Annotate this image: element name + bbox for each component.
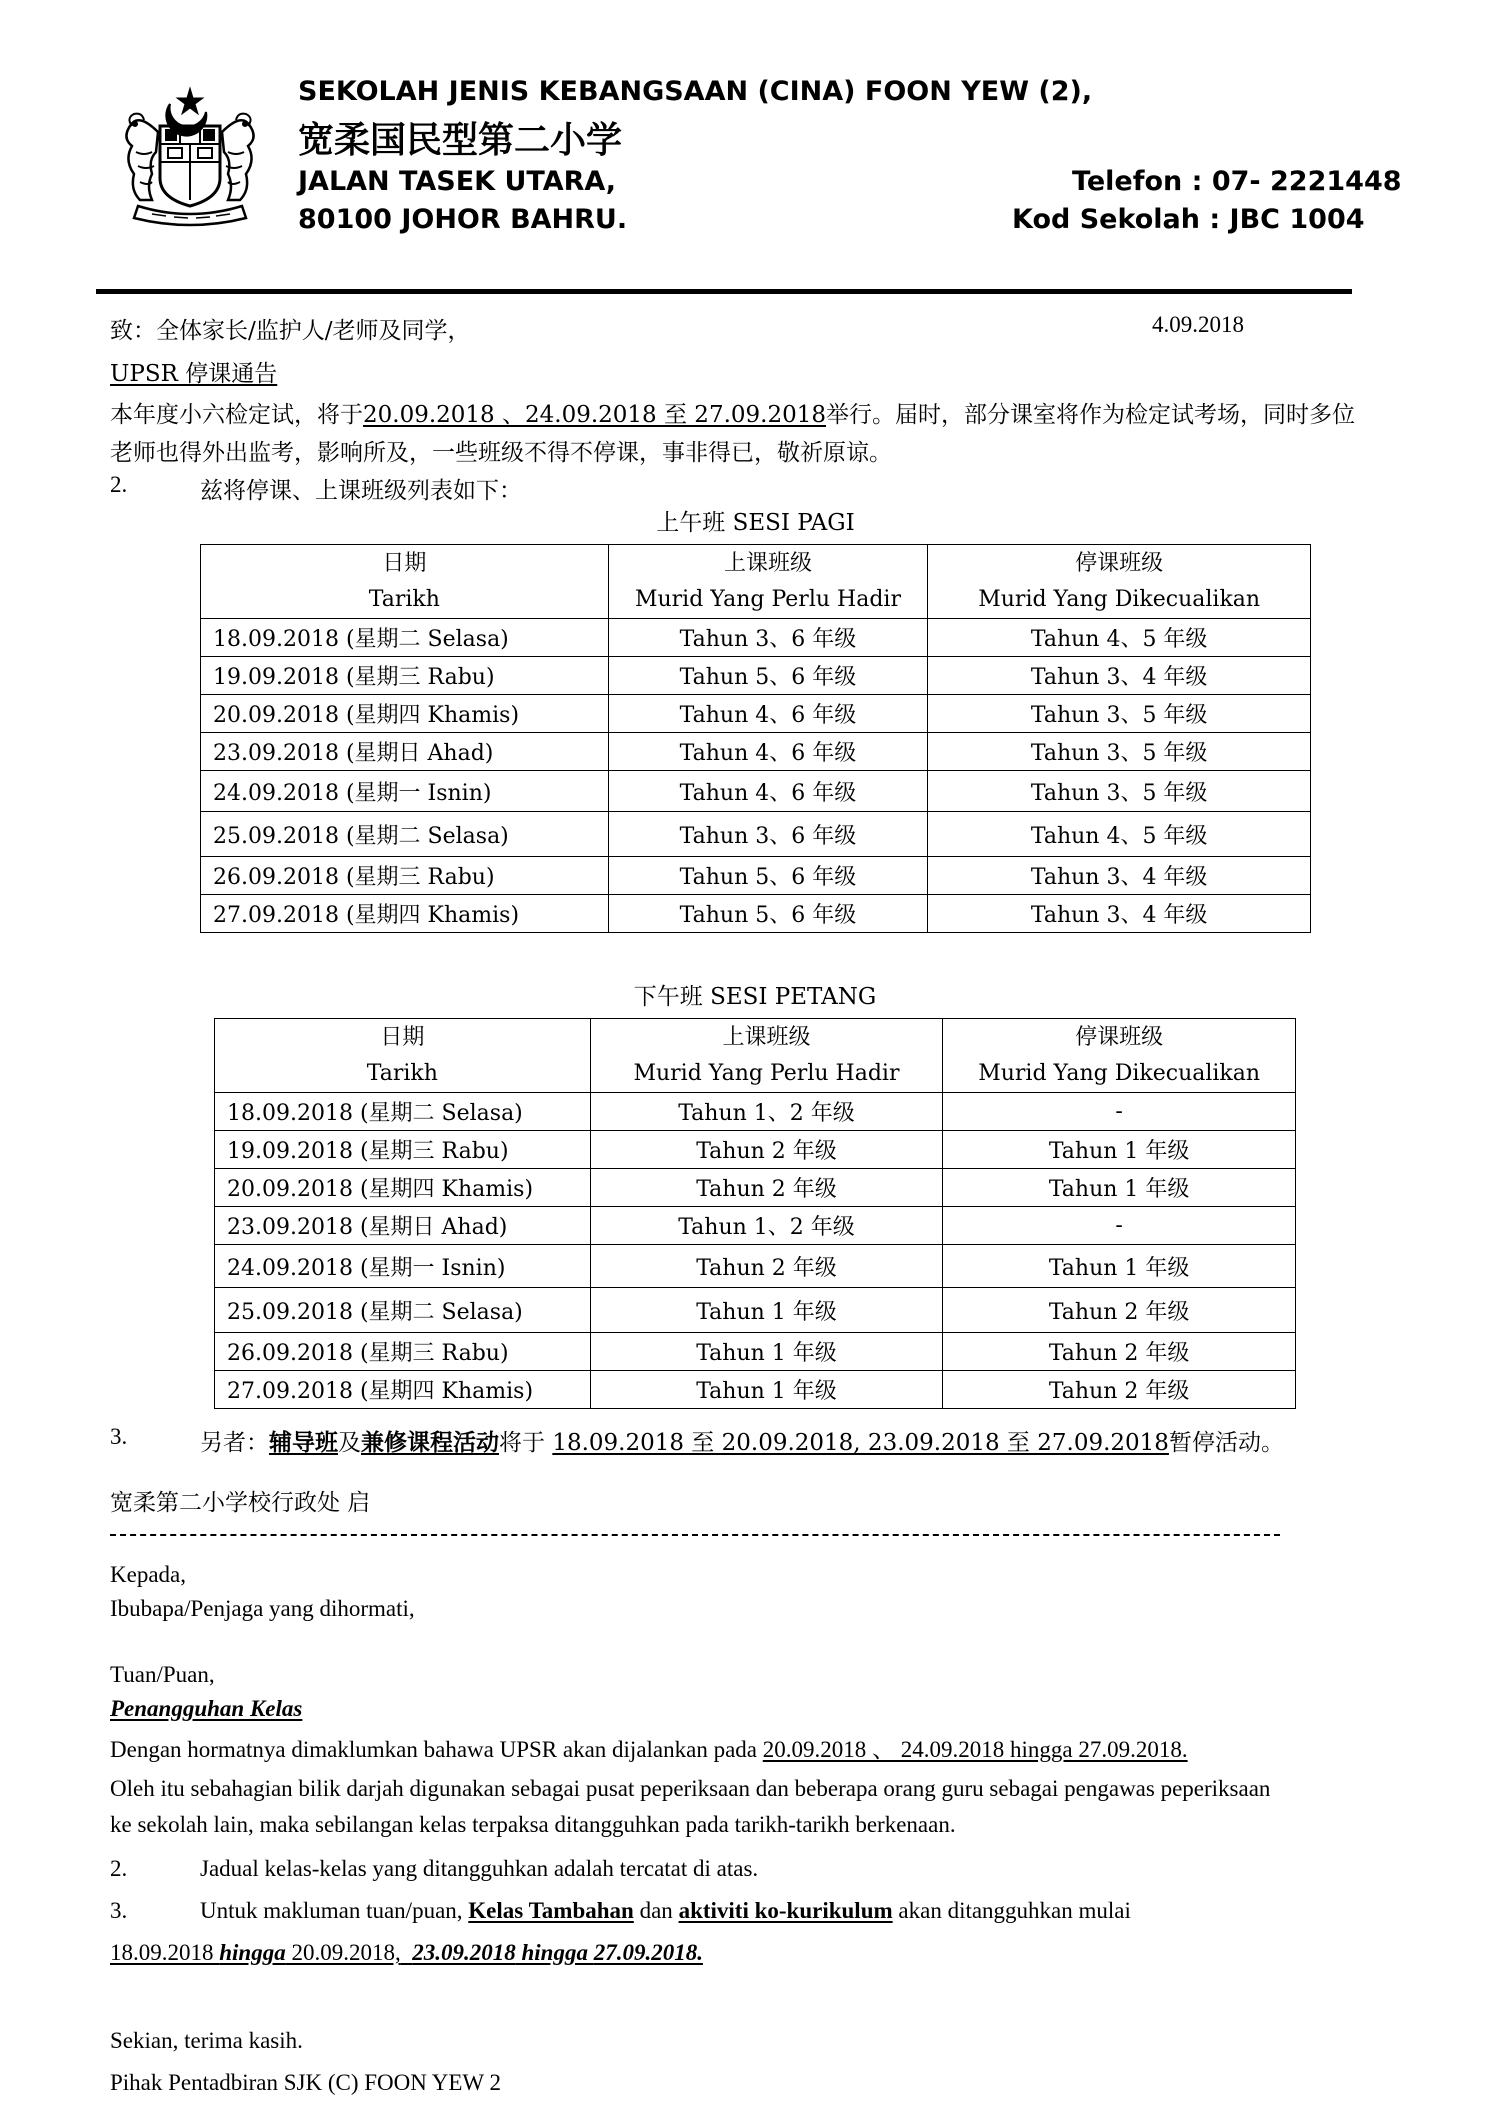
date-cell: 25.09.2018 (星期二 Selasa) [201, 812, 609, 857]
header-cn: 上课班级 [722, 1024, 811, 1050]
cn-p2-text: 兹将停课、上课班级列表如下： [200, 478, 522, 504]
bm-subject-text: Penangguhan Kelas [110, 1696, 303, 1721]
bm-p2-number: 2. [110, 1856, 128, 1881]
cn-p3-tuition: 辅导班 [269, 1429, 338, 1456]
cn-paragraph-1 [110, 396, 1355, 429]
bm-p3-date-4: 27.09.2018. [593, 1940, 703, 1965]
bm-signature: Pihak Pentadbiran SJK (C) FOON YEW 2 [110, 2070, 501, 2095]
bm-line-2: Oleh itu sebahagian bilik darjah digunakan sebagai pusat peperiksaan dan beberapa orang guru sebagai pengawas peperiksaan [110, 1776, 1271, 1801]
table-caption-pagi: 上午班 SESI PAGI [656, 510, 855, 536]
table-row [201, 695, 1311, 733]
table-row [201, 857, 1311, 895]
table-row [215, 1093, 1296, 1131]
excused-cell: Tahun 3、5 年级 [928, 733, 1311, 771]
excused-cell: Tahun 2 年级 [943, 1333, 1296, 1371]
table-row [201, 895, 1311, 933]
attending-cell: Tahun 1 年级 [590, 1333, 943, 1371]
bm-p3-tail: akan ditangguhkan mulai [898, 1898, 1131, 1923]
cn-subject [110, 355, 277, 388]
cn-paragraph-3 [200, 1424, 1284, 1457]
bm-p3-until-2: hingga [521, 1940, 588, 1965]
table-row [201, 771, 1311, 812]
attending-cell: Tahun 3、6 年级 [608, 619, 928, 657]
tear-off-divider [110, 1534, 1280, 1536]
school-code: Kod Sekolah : JBC 1004 [1012, 204, 1365, 235]
excused-cell: Tahun 1 年级 [943, 1169, 1296, 1207]
bm-l1-lead: Dengan hormatnya dimaklumkan bahawa UPSR akan dijalankan pada [110, 1737, 758, 1762]
excused-cell: - [943, 1207, 1296, 1245]
bm-p3-date-3: 23.09.2018 [412, 1940, 516, 1965]
table-header-row [215, 1019, 1296, 1093]
header-cn: 日期 [382, 550, 427, 576]
excused-cell: Tahun 4、5 年级 [928, 812, 1311, 857]
cn-subject-text: UPSR 停课通告 [110, 361, 278, 387]
header-en: Murid Yang Perlu Hadir [633, 1060, 900, 1086]
attending-cell: Tahun 5、6 年级 [608, 857, 928, 895]
excused-cell: Tahun 3、5 年级 [928, 695, 1311, 733]
date-cell: 27.09.2018 (星期四 Khamis) [215, 1371, 591, 1409]
excused-cell: Tahun 2 年级 [943, 1288, 1296, 1333]
excused-cell: Tahun 3、4 年级 [928, 895, 1311, 933]
date-cell: 18.09.2018 (星期二 Selasa) [215, 1093, 591, 1131]
bm-p3-date-2: 20.09.2018, [291, 1940, 401, 1965]
cn-p3-and: 及 [338, 1430, 361, 1456]
cn-p3-will: 将于 [499, 1430, 545, 1456]
table-row [215, 1333, 1296, 1371]
excused-cell: Tahun 3、4 年级 [928, 857, 1311, 895]
header-en: Murid Yang Dikecualikan [978, 586, 1261, 612]
table-row [215, 1207, 1296, 1245]
column-header-attend [590, 1019, 943, 1093]
excused-cell: Tahun 3、4 年级 [928, 657, 1311, 695]
table-row [215, 1245, 1296, 1288]
table-row [201, 657, 1311, 695]
date-cell: 18.09.2018 (星期二 Selasa) [201, 619, 609, 657]
date-cell: 24.09.2018 (星期一 Isnin) [201, 771, 609, 812]
table-header-row [201, 545, 1311, 619]
malaysia-coat-of-arms-icon [108, 82, 272, 230]
table-row [215, 1371, 1296, 1409]
header-en: Murid Yang Perlu Hadir [634, 586, 901, 612]
excused-cell: Tahun 3、5 年级 [928, 771, 1311, 812]
date-cell: 23.09.2018 (星期日 Ahad) [201, 733, 609, 771]
table-row [215, 1131, 1296, 1169]
column-header-date [201, 545, 609, 619]
excused-cell: Tahun 1 年级 [943, 1245, 1296, 1288]
attending-cell: Tahun 1、2 年级 [590, 1207, 943, 1245]
attending-cell: Tahun 1 年级 [590, 1288, 943, 1333]
bm-to: Kepada, [110, 1562, 186, 1587]
cn-p3-number: 3. [110, 1424, 128, 1449]
cn-p2-number: 2. [110, 472, 128, 497]
bm-p2-text: Jadual kelas-kelas yang ditangguhkan adalah tercatat di atas. [200, 1856, 759, 1881]
school-name: SEKOLAH JENIS KEBANGSAAN (CINA) FOON YEW (2), [298, 76, 1093, 107]
date-cell: 20.09.2018 (星期四 Khamis) [215, 1169, 591, 1207]
header-cn: 上课班级 [723, 550, 812, 576]
cn-paragraph-1-line-2: 老师也得外出监考，影响所及，一些班级不得不停课，事非得已，敬祈原谅。 [110, 440, 892, 466]
cn-salutation: 致：全体家长/监护人/老师及同学， [110, 318, 471, 344]
schedule-table-petang [214, 1018, 1296, 1409]
attending-cell: Tahun 2 年级 [590, 1169, 943, 1207]
excused-cell: Tahun 4、5 年级 [928, 619, 1311, 657]
table-row [201, 733, 1311, 771]
header-divider [96, 289, 1352, 294]
excused-cell: Tahun 1 年级 [943, 1131, 1296, 1169]
table-row [201, 812, 1311, 857]
attending-cell: Tahun 5、6 年级 [608, 657, 928, 695]
table-caption-petang: 下午班 SESI PETANG [633, 984, 877, 1010]
bm-line-3: ke sekolah lain, maka sebilangan kelas terpaksa ditangguhkan pada tarikh-tarikh berkenaan. [110, 1812, 956, 1837]
attending-cell: Tahun 1 年级 [590, 1371, 943, 1409]
header-en: Tarikh [366, 1060, 438, 1086]
cn-p3-dates: 18.09.2018 至 20.09.2018, 23.09.2018 至 27.09.2018 [552, 1430, 1169, 1456]
header-en: Tarikh [368, 586, 440, 612]
bm-recipient: Ibubapa/Penjaga yang dihormati, [110, 1596, 415, 1621]
cn-p3-cocurricular: 兼修课程活动 [361, 1429, 499, 1456]
attending-cell: Tahun 2 年级 [590, 1131, 943, 1169]
date-cell: 19.09.2018 (星期三 Rabu) [215, 1131, 591, 1169]
header-en: Murid Yang Dikecualikan [978, 1060, 1261, 1086]
bm-p3-dates [110, 1940, 703, 1966]
bm-greeting: Tuan/Puan, [110, 1662, 215, 1687]
attending-cell: Tahun 3、6 年级 [608, 812, 928, 857]
school-name-chinese: 宽柔国民型第二小学 [298, 120, 623, 161]
bm-p3-lead: Untuk makluman tuan/puan, [200, 1898, 463, 1923]
cn-p3-end: 暂停活动。 [1168, 1430, 1284, 1456]
phone-number: Telefon : 07- 2221448 [1072, 166, 1402, 197]
cn-p3-lead: 另者： [200, 1430, 269, 1456]
header-cn: 停课班级 [1075, 550, 1164, 576]
column-header-date [215, 1019, 591, 1093]
address-line-2: 80100 JOHOR BAHRU. [298, 204, 628, 235]
column-header-excused [928, 545, 1311, 619]
bm-thanks: Sekian, terima kasih. [110, 2028, 303, 2053]
bm-subject [110, 1696, 302, 1722]
attending-cell: Tahun 4、6 年级 [608, 771, 928, 812]
table-row [215, 1169, 1296, 1207]
excused-cell: Tahun 2 年级 [943, 1371, 1296, 1409]
attending-cell: Tahun 4、6 年级 [608, 733, 928, 771]
cn-p1-dates: 20.09.2018 、24.09.2018 至 27.09.2018 [363, 402, 826, 428]
attending-cell: Tahun 1、2 年级 [590, 1093, 943, 1131]
date-cell: 25.09.2018 (星期二 Selasa) [215, 1288, 591, 1333]
column-header-excused [943, 1019, 1296, 1093]
bm-line-1 [110, 1731, 1188, 1764]
table-row [201, 619, 1311, 657]
address-line-1: JALAN TASEK UTARA, [298, 166, 617, 197]
cn-signoff: 宽柔第二小学校行政处 启 [110, 1490, 371, 1516]
attending-cell: Tahun 4、6 年级 [608, 695, 928, 733]
attending-cell: Tahun 5、6 年级 [608, 895, 928, 933]
date-cell: 23.09.2018 (星期日 Ahad) [215, 1207, 591, 1245]
date-cell: 24.09.2018 (星期一 Isnin) [215, 1245, 591, 1288]
date-cell: 27.09.2018 (星期四 Khamis) [201, 895, 609, 933]
table-row [215, 1288, 1296, 1333]
date-cell: 20.09.2018 (星期四 Khamis) [201, 695, 609, 733]
column-header-attend [608, 545, 928, 619]
date-cell: 26.09.2018 (星期三 Rabu) [201, 857, 609, 895]
header-cn: 停课班级 [1075, 1024, 1164, 1050]
schedule-table-pagi [200, 544, 1311, 933]
bm-paragraph-3 [200, 1898, 1131, 1924]
notice-date: 4.09.2018 [1152, 312, 1244, 337]
date-cell: 19.09.2018 (星期三 Rabu) [201, 657, 609, 695]
cn-p1-lead: 本年度小六检定试，将于 [110, 402, 363, 428]
date-cell: 26.09.2018 (星期三 Rabu) [215, 1333, 591, 1371]
bm-p3-until-1: hingga [219, 1940, 286, 1965]
header-cn: 日期 [380, 1024, 425, 1050]
bm-l1-dates: 20.09.2018 、 24.09.2018 hingga 27.09.2018. [762, 1737, 1188, 1762]
bm-p3-extra-class: Kelas Tambahan [468, 1898, 634, 1923]
excused-cell: - [943, 1093, 1296, 1131]
bm-p3-date-1: 18.09.2018 [110, 1940, 214, 1965]
cn-p1-tail: 举行。届时，部分课室将作为检定试考场，同时多位 [826, 402, 1355, 428]
attending-cell: Tahun 2 年级 [590, 1245, 943, 1288]
bm-p3-cocurricular: aktiviti ko-kurikulum [678, 1898, 893, 1923]
bm-p3-and: dan [639, 1898, 673, 1923]
bm-p3-number: 3. [110, 1898, 128, 1923]
